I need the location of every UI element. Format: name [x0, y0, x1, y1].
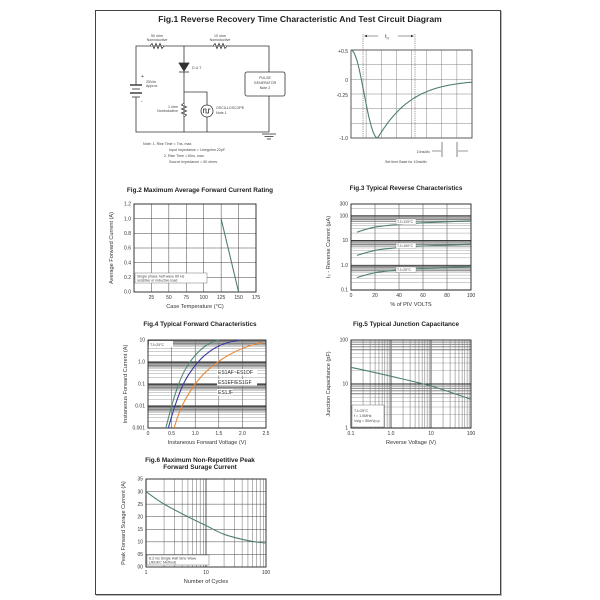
fig3-xtick: 100 — [466, 293, 476, 299]
wave-tick-minus1: -1.0 — [339, 136, 348, 142]
fig2-xtick: 100 — [199, 295, 208, 301]
fig6-title: Forward Surage Current — [163, 464, 237, 471]
fig6-ytick: 30 — [137, 489, 143, 496]
fig2-xlabel: Case Temperature (°C) — [166, 304, 224, 310]
minus-sign: - — [141, 99, 143, 105]
plus-sign: + — [141, 74, 144, 80]
fig2-chart — [109, 187, 273, 310]
diode-icon — [179, 63, 189, 71]
fig5-xtick: 10 — [428, 431, 434, 437]
fig4-legend-0: ES1AF~ES1DF — [218, 370, 253, 376]
wave-caption: Set time Base for 10ns/div — [385, 160, 427, 164]
fig4-xtick: 0 — [146, 431, 150, 437]
fig4-xtick: 2.5 — [262, 431, 270, 437]
fig6-ytick: 20 — [137, 514, 143, 521]
note-1: Note: 1. Rise Time = 7ns, max. — [143, 142, 193, 146]
fig6-note-0: 8.3 ms Single Half Sine Wave — [149, 556, 197, 561]
wave-scale: 10ns/div — [416, 150, 430, 154]
fig2-ytick: 0.2 — [124, 275, 131, 282]
page-title: Fig.1 Reverse Recovery Time Characteristic And Test Circuit Diagram — [158, 14, 442, 24]
fig2-ytick: 0.4 — [124, 260, 131, 267]
fig6-xtick: 1 — [144, 570, 148, 576]
fig5-series-0 — [351, 367, 471, 399]
r2-type: Noninductive — [209, 38, 231, 42]
r1-value: 50 ohm — [151, 34, 163, 38]
fig3-ytick: 300 — [339, 201, 348, 208]
fig2-note-1: Single phase half wave 60 Hz — [137, 274, 185, 279]
fig6-xtick: 100 — [261, 570, 271, 576]
fig2-ytick: 1.2 — [124, 201, 131, 208]
recovery-waveform — [351, 34, 472, 157]
fig5-note-2: Vsig = 50mVp-p — [354, 419, 380, 423]
pulse-gen-line2: GENERATOR — [253, 81, 277, 85]
fig2-xtick: 50 — [166, 295, 172, 301]
fig6-xtick: 10 — [203, 570, 209, 576]
fig3-ytick: 100 — [339, 213, 348, 220]
fig4-xlabel: Instaneous Forward Voltage (V) — [167, 440, 247, 446]
supply-value: 25Vdc — [146, 80, 157, 84]
fig5-title: Fig.5 Typical Junction Capacitance — [352, 321, 460, 328]
fig3-ylabel: I₀ - Reverse Current (µA) — [326, 215, 332, 279]
fig2-ytick: 1.0 — [124, 216, 131, 223]
fig5-ytick: 100 — [339, 337, 348, 344]
fig5-xtick: 100 — [466, 431, 476, 437]
fig6-ytick: 00 — [137, 564, 143, 571]
pulse-gen-line1: PULSE — [259, 76, 271, 80]
supply-note: Approx — [146, 84, 158, 88]
trr-label — [385, 34, 390, 41]
fig4-xtick: 0.5 — [168, 431, 176, 437]
resistor-r2 — [213, 44, 227, 49]
oscilloscope-icon — [201, 105, 213, 117]
fig2-xtick: 175 — [251, 295, 261, 301]
fig2-xtick: 75 — [183, 295, 190, 301]
fig2-xtick: 25 — [148, 295, 155, 301]
arrow-left-icon — [364, 35, 367, 37]
fig4-title: Fig.4 Typical Forward Characteristics — [143, 321, 257, 328]
fig4-xtick: 1.5 — [215, 431, 223, 437]
fig5-note-0: TJ=25°C — [354, 409, 369, 413]
fig2-ytick: 0.6 — [124, 245, 131, 252]
fig6-ytick: 05 — [137, 552, 143, 559]
arrow-right-icon — [411, 35, 414, 37]
fig4-annotation: TJ=25°C — [150, 343, 165, 347]
fig4-ytick: 0.01 — [135, 403, 145, 410]
note-2b: Source Impedance = 50 ohms. — [169, 160, 219, 164]
fig2-ytick: 0.8 — [124, 231, 131, 238]
trr-sub: rr — [386, 36, 389, 41]
fig2-ylabel: Average Forward Current (A) — [109, 211, 115, 285]
fig3-xtick: 40 — [396, 293, 402, 299]
note-1b: Input Impedance = 1megohm.22pF. — [169, 148, 226, 152]
fig4-xtick: 1.0 — [191, 431, 199, 437]
r1-type: Noninductive — [146, 38, 168, 42]
fig5-ytick: 1 — [345, 425, 348, 432]
fig3-ytick: 0.1 — [341, 287, 348, 294]
fig3-ytick: 1.0 — [341, 262, 348, 269]
fig6-chart — [121, 457, 270, 585]
fig3-legend-1: TJ=100°C — [397, 244, 414, 248]
fig4-ytick: 0.1 — [138, 381, 145, 388]
oscilloscope-label: OSCILLOSCOPE — [216, 106, 245, 110]
fig2-note-2: resistive or inductive load — [137, 278, 178, 283]
fig6-ytick: 10 — [137, 539, 143, 546]
fig3-xtick: 80 — [444, 293, 450, 299]
fig6-ytick: 15 — [137, 526, 143, 533]
fig3-title: Fig.3 Typical Reverse Characteristics — [349, 185, 463, 192]
fig6-ylabel: Peak Forward Surage Current (A) — [121, 481, 127, 565]
fig5-note-1: f = 1.0MHz — [354, 414, 372, 418]
fig2-series-0 — [221, 219, 239, 292]
fig4-ytick: 10 — [139, 337, 145, 344]
fig4-legend-2: ES1JF — [218, 390, 234, 396]
fig4-xtick: 2.0 — [238, 431, 246, 437]
fig4-ytick: 0.001 — [132, 425, 145, 432]
fig2-xtick: 125 — [216, 295, 226, 301]
fig3-ytick: 10 — [342, 238, 348, 245]
wave-tick-0: 0 — [345, 78, 348, 84]
fig5-xtick: 1.0 — [387, 431, 395, 437]
fig5-xlabel: Reverse Voltage (V) — [385, 440, 437, 446]
r2-value: 10 ohm — [214, 34, 226, 38]
fig6-title: Fig.6 Maximum Non-Repetitive Peak — [145, 457, 255, 464]
wave-tick-plus05: +0.5 — [338, 49, 348, 55]
fig3-xlabel: % of PIV VOLTS — [390, 302, 432, 308]
fig4-ylabel: Instaneous Forward Current (A) — [123, 344, 129, 424]
fig4-legend-1: ES1EF/ES1GF — [218, 380, 252, 386]
pulse-gen-line3: Note 2 — [259, 86, 271, 90]
fig6-ytick: 25 — [137, 501, 143, 508]
fig5-xtick: 0.1 — [347, 431, 355, 437]
fig3-xtick: 20 — [372, 293, 378, 299]
fig5-chart — [326, 321, 475, 446]
fig2-ytick: 0.0 — [124, 289, 131, 296]
fig6-grid — [146, 479, 266, 567]
r3-value: 1 ohm — [168, 105, 178, 109]
fig2-title: Fig.2 Maximum Average Forward Current Rating — [126, 187, 274, 194]
fig2-xtick: 150 — [234, 295, 243, 301]
circuit-wire-scope — [184, 92, 207, 105]
fig3-legend-0: TJ=125°C — [397, 220, 414, 224]
dut-label: D.U.T — [192, 66, 202, 70]
fig3-xtick: 0 — [349, 293, 353, 299]
wave-tick-minus025: -0.25 — [336, 93, 348, 99]
fig6-note-1: (JEDEC Method) — [149, 560, 177, 565]
r3-type: Noninductive — [157, 109, 178, 113]
fig6-ytick: 35 — [137, 476, 143, 483]
fig3-legend-2: TJ=25°C — [397, 268, 412, 272]
resistor-r1 — [150, 44, 164, 49]
resistor-r3 — [182, 103, 187, 117]
oscilloscope-note: Note 1 — [216, 111, 227, 115]
fig5-ytick: 10 — [342, 381, 348, 388]
fig3-xtick: 60 — [420, 293, 426, 299]
test-circuit — [130, 44, 285, 140]
fig6-xlabel: Number of Cycles — [183, 579, 229, 585]
fig4-ytick: 1.0 — [138, 359, 145, 366]
trr-t: t — [385, 34, 387, 40]
fig5-ylabel: Junction Capacitance (pF) — [326, 351, 332, 417]
note-2: 2. Rise Time =10ns, max. — [164, 154, 205, 158]
